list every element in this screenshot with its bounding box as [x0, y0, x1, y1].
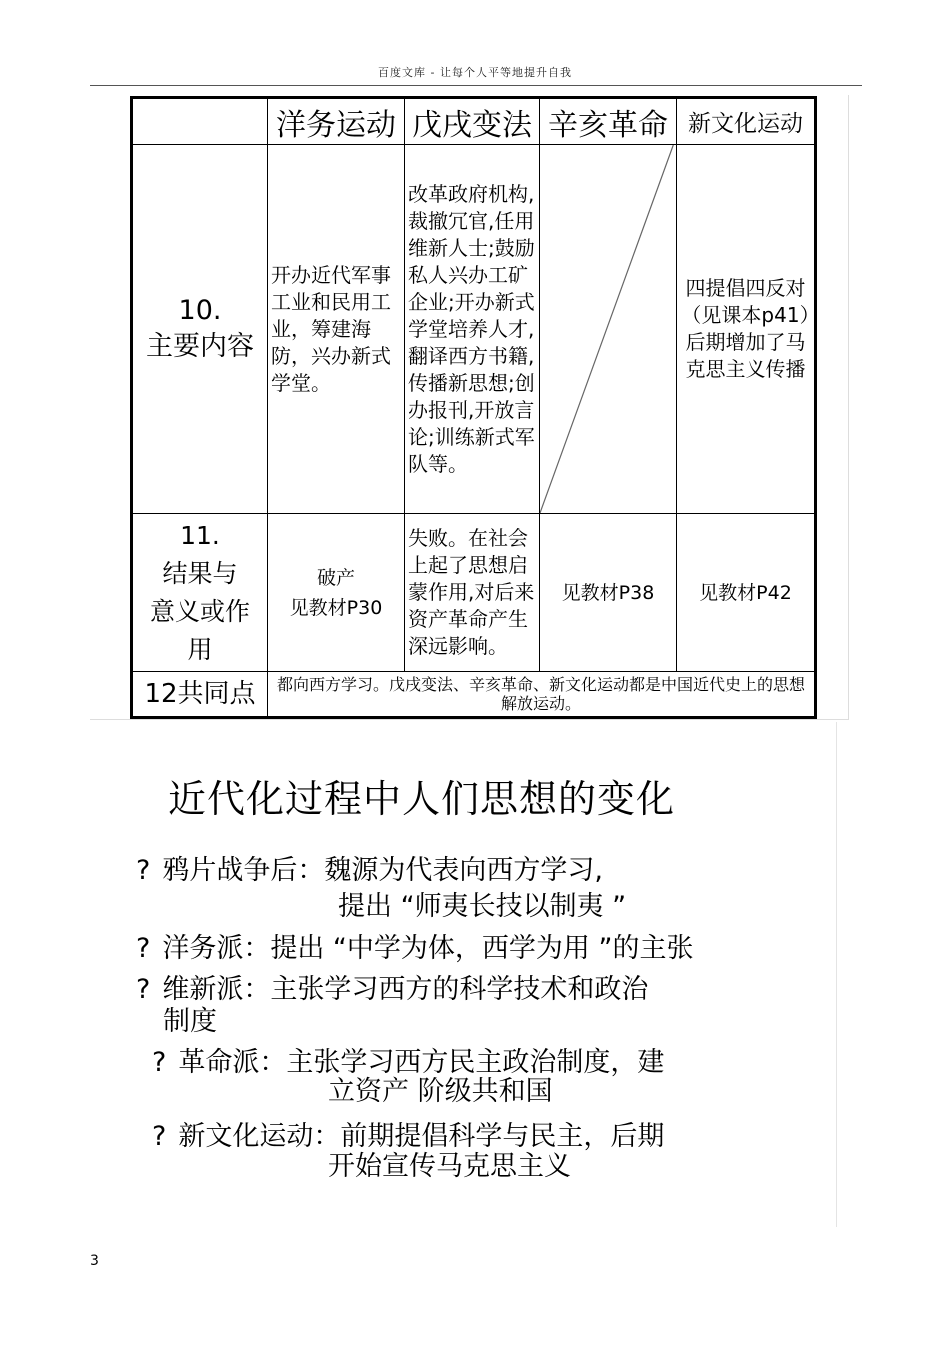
bullet-text: 新文化运动：前期提倡科学与民主，后期: [178, 1121, 665, 1152]
section-title: 近代化过程中人们思想的变化: [168, 777, 676, 821]
bullet-mark: ?: [152, 1047, 167, 1078]
bullet-text: 洋务派：提出 “中学为体，西学为用 ”的主张: [162, 933, 694, 964]
cell-xinwenhua-result: 见教材P42: [677, 514, 816, 672]
row-label-content: [132, 145, 268, 514]
cell-yangwu-result: [268, 514, 405, 672]
row-title-line: 结果与: [162, 558, 238, 588]
header-divider: [90, 85, 862, 86]
table-header-row: [132, 98, 816, 145]
bullet-mark: ?: [136, 933, 151, 964]
header-xinhai: 辛亥革命: [540, 98, 677, 145]
row-title: 主要内容: [146, 331, 254, 362]
result-reference: 见教材P30: [289, 596, 383, 619]
header-wuxu: 戊戌变法: [405, 98, 540, 145]
cell-common-points: 都向西方学习。戊戌变法、辛亥革命、新文化运动都是中国近代史上的思想解放运动。: [268, 672, 816, 718]
row-number: 11.: [180, 520, 220, 550]
bullet-mark: ?: [136, 974, 151, 1005]
page-number: 3: [90, 1253, 99, 1269]
bullet-item: [136, 848, 603, 887]
bullet-continuation: 制度: [163, 1006, 217, 1037]
cell-wuxu-result: 失败。在社会上起了思想启蒙作用,对后来资产革命产生深远影响。: [405, 514, 540, 672]
table-corner-cell: [132, 98, 268, 145]
header-yangwu: 洋务运动: [268, 98, 405, 145]
bullet-text: 鸦片战争后：魏源为代表向西方学习,: [162, 855, 603, 886]
bullet-text: 革命派：主张学习西方民主政治制度，建: [178, 1047, 665, 1078]
row-label-common: 12共同点: [132, 672, 268, 718]
cell-xinhai-result: 见教材P38: [540, 514, 677, 672]
result-text: 破产: [316, 566, 355, 589]
table-row: [132, 672, 816, 718]
bullet-item: [136, 926, 693, 965]
bullet-continuation: 立资产 阶级共和国: [328, 1076, 553, 1107]
bullet-mark: ?: [136, 855, 151, 886]
comparison-table: [130, 96, 817, 719]
row-label-result: [132, 514, 268, 672]
row-title-line: 用: [187, 634, 213, 664]
bullet-continuation: 提出 “师夷长技以制夷 ”: [338, 891, 627, 922]
page-header: 百度文库 - 让每个人平等地提升自我: [378, 66, 572, 79]
header-xinwenhua: 新文化运动: [677, 98, 816, 145]
page-frame-line: [90, 719, 848, 720]
cell-xinhai-empty: [540, 145, 677, 514]
bullet-mark: ?: [152, 1121, 167, 1152]
bullet-continuation: 开始宣传马克思主义: [328, 1151, 571, 1182]
row-number: 10.: [178, 295, 222, 326]
table-row: [132, 514, 816, 672]
table-row: [132, 145, 816, 514]
cell-yangwu-content: 开办近代军事工业和民用工业，筹建海防，兴办新式学堂。: [268, 145, 405, 514]
bullet-text: 维新派：主张学习西方的科学技术和政治: [162, 974, 649, 1005]
cell-xinwenhua-content: 四提倡四反对（见课本p41）后期增加了马克思主义传播: [677, 145, 816, 514]
cell-wuxu-content: 改革政府机构,裁撤冗官,任用维新人士;鼓励私人兴办工矿企业;开办新式学堂培养人才,翻译西方书籍,传播新思想;创办报刊,开放言论;训练新式军队等。: [405, 145, 540, 514]
page-frame-line: [848, 95, 849, 720]
diagonal-strike-line: [540, 145, 676, 513]
page-frame-line: [836, 722, 837, 1227]
row-title-line: 意义或作: [149, 596, 250, 626]
